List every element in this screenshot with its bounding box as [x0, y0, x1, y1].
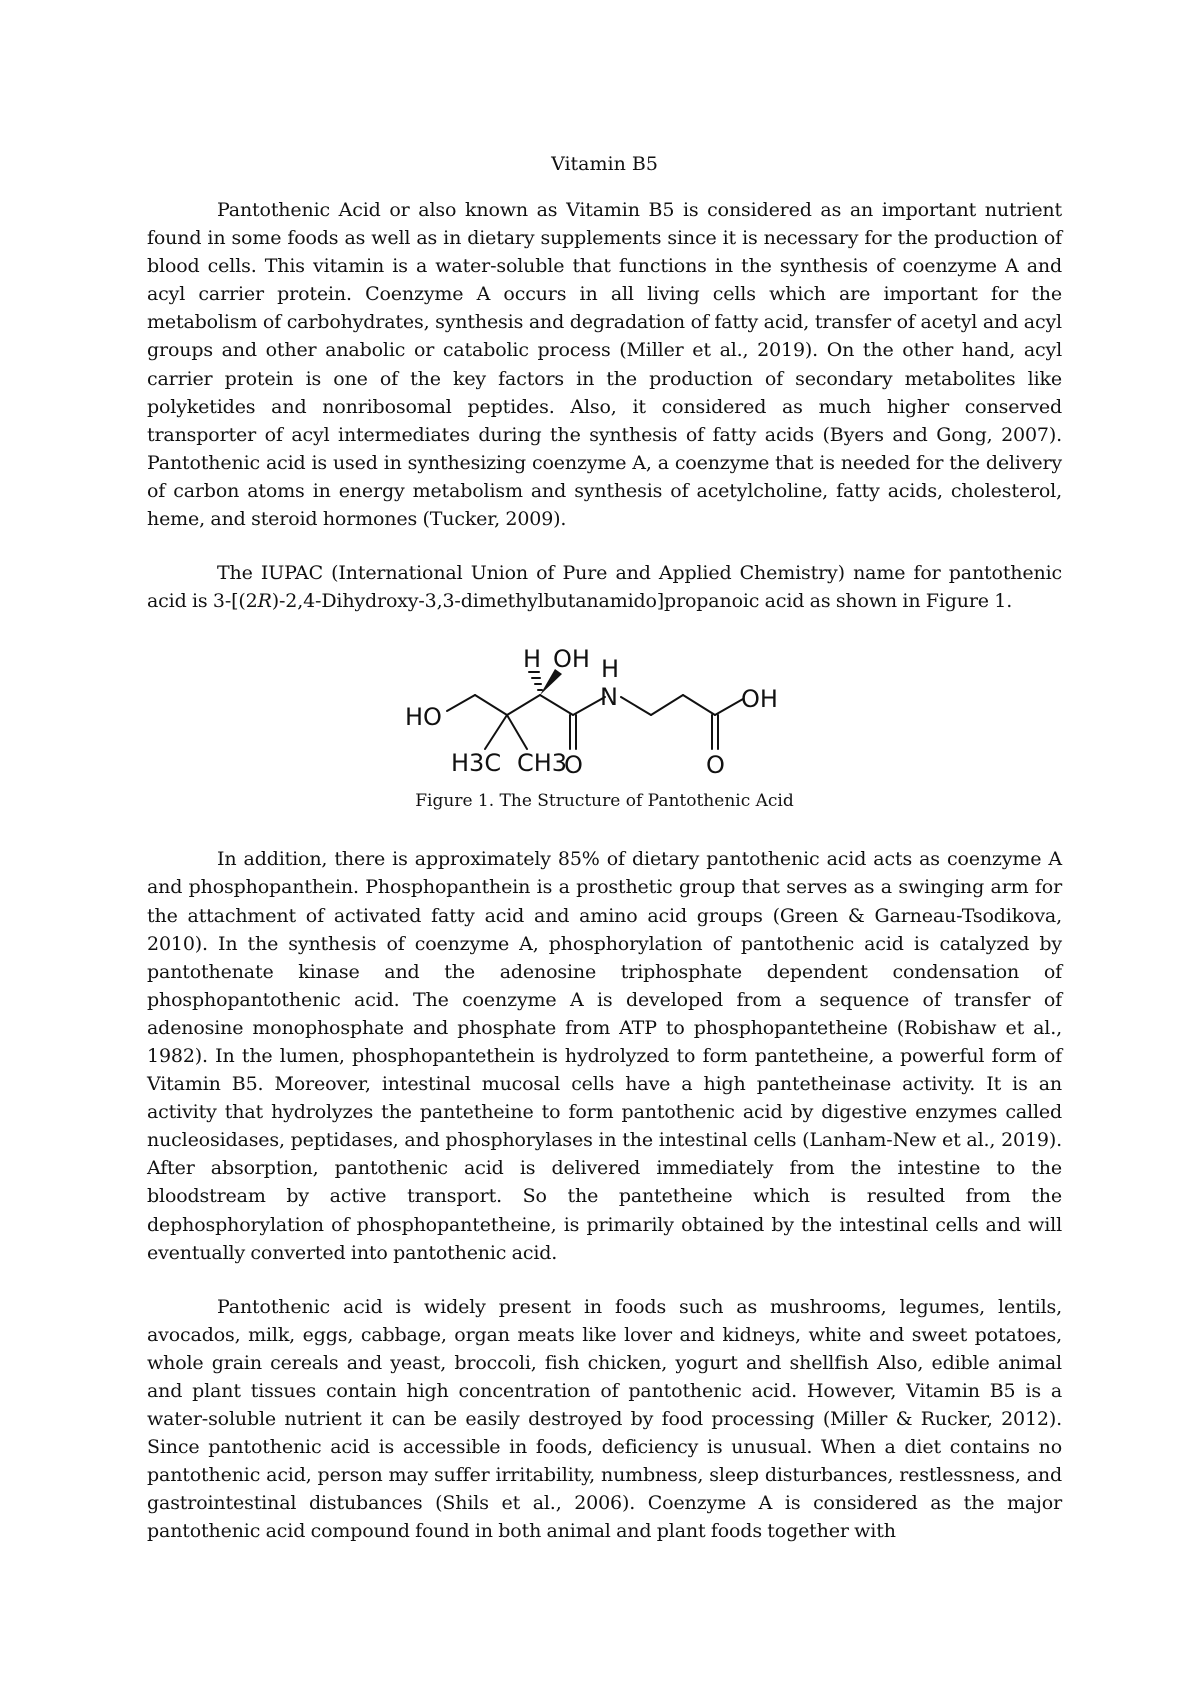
atom-oh-acid: OH: [740, 685, 778, 714]
paragraph-coenzyme-a: In addition, there is approximately 85% of dietary pantothenic acid acts as coenzyme A and phosphopanthein. Phosphopanthein is a prosthetic group that serves as a swinging arm for the attachment of activated fatty acid and amino acid groups (Green & Garneau-Tsodikova, 2010). In the synthesis of coenzyme A, phosphorylation of pantothenic acid is catalyzed by pantothenate kinase and the adenosine triphosphate dependent condensation of phosphopantothenic acid. The coenzyme A is developed from a sequence of transfer of adenosine monophosphate and phosphate from ATP to phosphopantetheine (Robishaw et al., 1982). In the lumen, phosphopantethein is hydrolyzed to form pantetheine, a powerful form of Vitamin B5. Moreover, intestinal mucosal cells have a high pantetheinase activity. It is an activity that hydrolyzes the pantetheine to form pantothenic acid by digestive enzymes called nucleosidases, peptidases, and phosphorylases in the intestinal cells (Lanham-New et al., 2019). After absorption, pantothenic acid is delivered immediately from the intestine to the bloodstream by active transport. So the pantetheine which is resulted from the dephosphorylation of phosphopantetheine, is primarily obtained by the intestinal cells and will eventually converted into pantothenic acid.: [147, 848, 1062, 1264]
document-body: [147, 150, 1062, 1572]
bond-ch2-cacid: [683, 695, 715, 715]
paragraph-iupac-name: [147, 559, 1062, 615]
bond-cacid-oh: [715, 699, 743, 715]
bond-cq-cchiral: [507, 695, 540, 715]
bond-cq-h3c: [485, 715, 507, 749]
bond-cchiral-camide: [540, 695, 573, 715]
atom-h-amide: H: [600, 655, 619, 684]
page-title: Vitamin B5: [551, 153, 658, 175]
atom-h3c: H3C: [450, 749, 501, 778]
bond-ch2-cq: [475, 695, 507, 715]
iupac-text-start: The IUPAC (International Union of Pure and Applied Chemistry) name for pantothenic acid is 3-[(2: [147, 562, 1062, 613]
atom-o-acid: O: [705, 751, 725, 780]
paragraph-food-sources: Pantothenic acid is widely present in foods such as mushrooms, legumes, lentils, avocados, milk, eggs, cabbage, organ meats like lover and kidneys, white and sweet potatoes, whole grain cereals and yeast, broccoli, fish chicken, yogurt and shellfish Also, edible animal and plant tissues contain high concentration of pantothenic acid. However, Vitamin B5 is a water-soluble nutrient it can be easily destroyed by food processing (Miller & Rucker, 2012). Since pantothenic acid is accessible in foods, deficiency is unusual. When a diet contains no pantothenic acid, person may suffer irritability, numbness, sleep disturbances, restlessness, and gastrointestinal distubances (Shils et al., 2006). Coenzyme A is considered as the major pantothenic acid compound found in both animal and plant foods together with: [147, 1295, 1062, 1543]
atom-h-top: H: [522, 645, 541, 674]
atom-ho: HO: [404, 703, 442, 732]
figure-caption: Figure 1. The Structure of Pantothenic Acid: [415, 791, 794, 812]
figure-structure: [147, 641, 1062, 813]
atom-oh-top: OH: [552, 645, 590, 674]
bond-cq-ch3: [507, 715, 527, 749]
pantothenic-acid-structure-diagram: [395, 641, 815, 781]
atom-o-amide: O: [563, 751, 583, 780]
bond-ch2-ch2: [651, 695, 683, 715]
paragraph-introduction: Pantothenic Acid or also known as Vitamin B5 is considered as an important nutrient found in some foods as well as in dietary supplements since it is necessary for the production of blood cells. This vitamin is a water-soluble that functions in the synthesis of coenzyme A and acyl carrier protein. Coenzyme A occurs in all living cells which are important for the metabolism of carbohydrates, synthesis and degradation of fatty acid, transfer of acetyl and acyl groups and other anabolic or catabolic process (Miller et al., 2019). On the other hand, acyl carrier protein is one of the key factors in the production of secondary metabolites like polyketides and nonribosomal peptides. Also, it considered as much higher conserved transporter of acyl intermediates during the synthesis of fatty acids (Byers and Gong, 2007). Pantothenic acid is used in synthesizing coenzyme A, a coenzyme that is needed for the delivery of carbon atoms in energy metabolism and synthesis of acetylcholine, fatty acids, cholesterol, heme, and steroid hormones (Tucker, 2009).: [147, 199, 1062, 531]
bond-ho-ch2: [447, 695, 475, 711]
bond-n-ch2: [621, 697, 651, 715]
iupac-text-end: )-2,4-Dihydroxy-3,3-dimethylbutanamido]propanoic acid as shown in Figure 1.: [271, 590, 1013, 613]
atom-ch3: CH3: [516, 749, 567, 778]
atom-n: N: [599, 683, 618, 712]
iupac-stereo-descriptor: R: [257, 590, 272, 613]
